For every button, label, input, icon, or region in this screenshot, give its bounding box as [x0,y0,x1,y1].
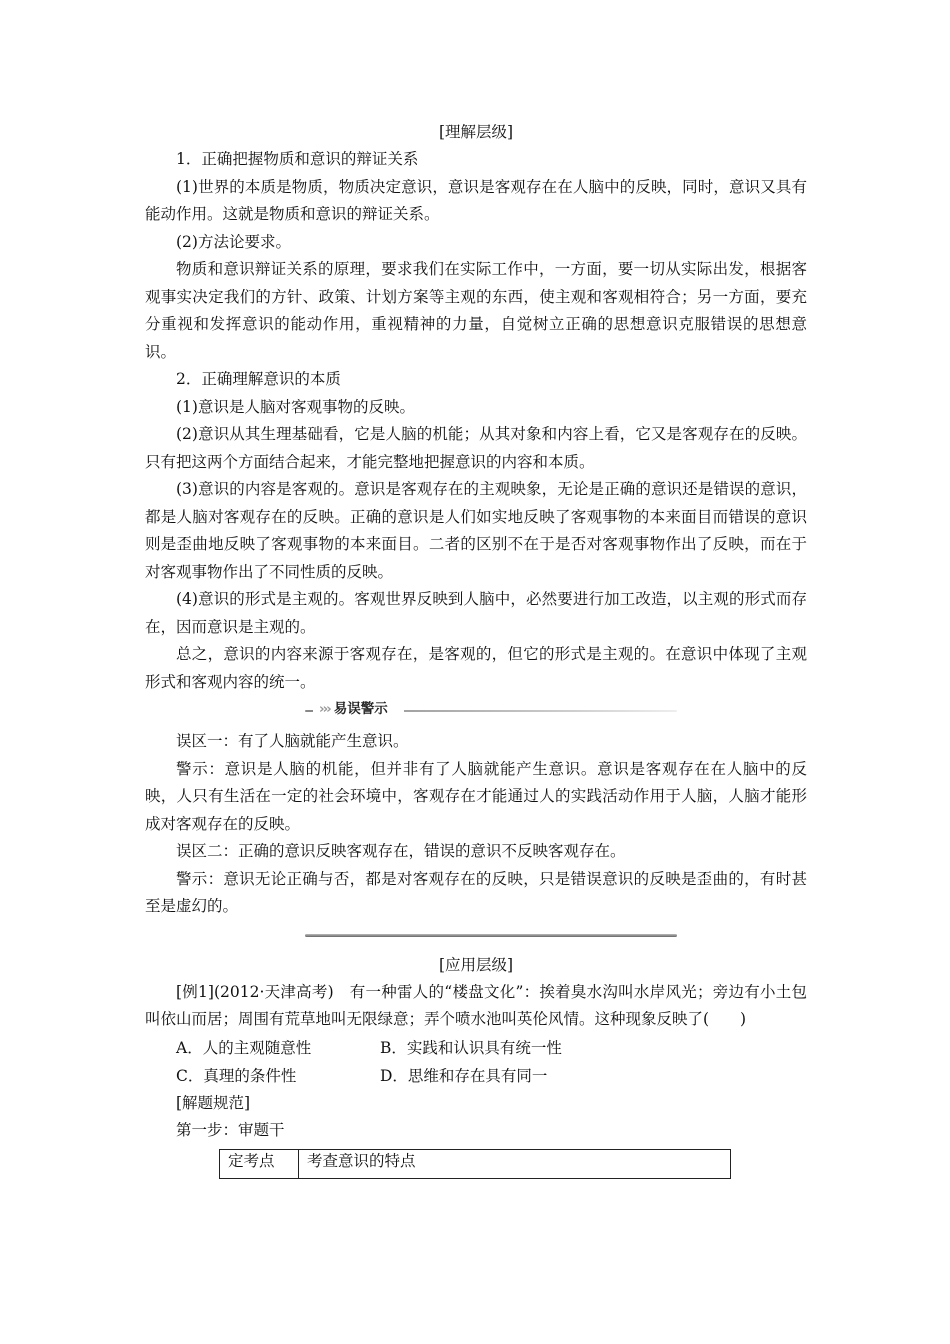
paragraph: (2)意识从其生理基础看，它是人脑的机能；从其对象和内容上看，它又是客观存在的反映。只有把这两个方面结合起来，才能完整地把握意识的内容和本质。 [145,425,807,471]
step-1: 第一步：审题干 [176,1121,285,1139]
warning-2: 警示：意识无论正确与否，都是对客观存在的反映，只是错误意识的反映是歪曲的，有时甚至是虚幻的。 [145,869,807,915]
paragraph: (2)方法论要求。 [176,232,291,251]
misconception-1: 误区一：有了人脑就能产生意识。 [176,732,409,750]
misconception-2: 误区二：正确的意识反映客观存在，错误的意识不反映客观存在。 [176,842,626,860]
paragraph: 物质和意识辩证关系的原理，要求我们在实际工作中，一方面，要一切从实际出发，根据客观事实决定我们的方针、政策、计划方案等主观的东西，使主观和客观相符合；另一方面，要充分重视和发挥意识的能动作用，重视精神的力量，自觉树立正确的思想意识克服错误的思想意识。 [145,260,807,361]
answer-options [145,1034,807,1090]
paragraph: (1)世界的本质是物质，物质决定意识，意识是客观存在在人脑中的反映，同时，意识又具有能动作用。这就是物质和意识的辩证关系。 [145,177,807,223]
solution-norm-heading: [解题规范] [176,1093,251,1112]
option-c: C．真理的条件性 [176,1066,297,1085]
option-d: D．思维和存在具有同一 [380,1066,548,1085]
heading-2: 2．正确理解意识的本质 [176,370,341,388]
warning-1: 警示：意识是人脑的机能，但并非有了人脑就能产生意识。意识是客观存在在人脑中的反映，人只有生活在一定的社会环境中，客观存在才能通过人的实践活动作用于人脑，人脑才能形成对客观存在的反映。 [145,759,807,833]
paragraph: (4)意识的形式是主观的。客观世界反映到人脑中，必然要进行加工改造，以主观的形式而存在，因而意识是主观的。 [145,590,807,636]
option-a: A．人的主观随意性 [176,1038,312,1057]
heading-1: 1．正确把握物质和意识的辩证关系 [176,150,419,168]
example-question: [例1](2012·天津高考) 有一种雷人的“楼盘文化”：挨着臭水沟叫水岸风光；旁边有小土包叫依山而居；周围有荒草地叫无限绿意；弄个喷水池叫英伦风情。这种现象反映了( ) [145,982,807,1028]
warning-end-rule [145,925,807,945]
chevron-right-icon: ››› [319,701,330,717]
analysis-table [219,1149,731,1179]
paragraph: 总之，意识的内容来源于客观存在，是客观的，但它的形式是主观的。在意识中体现了主观形式和客观内容的统一。 [145,645,807,691]
paragraph: (1)意识是人脑对客观事物的反映。 [176,397,415,416]
paragraph: (3)意识的内容是客观的。意识是客观存在的主观映象，无论是正确的意识还是错误的意识，都是人脑对客观存在的反映。正确的意识是人们如实地反映了客观事物的本来面目而错误的意识则是歪曲地反映了客观事物的本来面目。二者的区别不在于是否对客观事物作出了反映，而在于对客观事物作出了不同性质的反映。 [145,480,807,581]
section-title-understanding: [理解层级] [438,123,514,141]
table-row [220,1149,731,1178]
table-value-cell: 考查意识的特点 [299,1149,731,1178]
banner-text: 易误警示 [333,701,388,717]
table-key-cell: 定考点 [220,1149,299,1178]
section-title-application: [应用层级] [438,955,514,974]
banner-label [313,699,404,719]
warning-banner [145,698,807,724]
option-b: B．实践和认识具有统一性 [380,1038,562,1057]
document-page [145,118,807,1179]
end-rule [305,934,677,937]
